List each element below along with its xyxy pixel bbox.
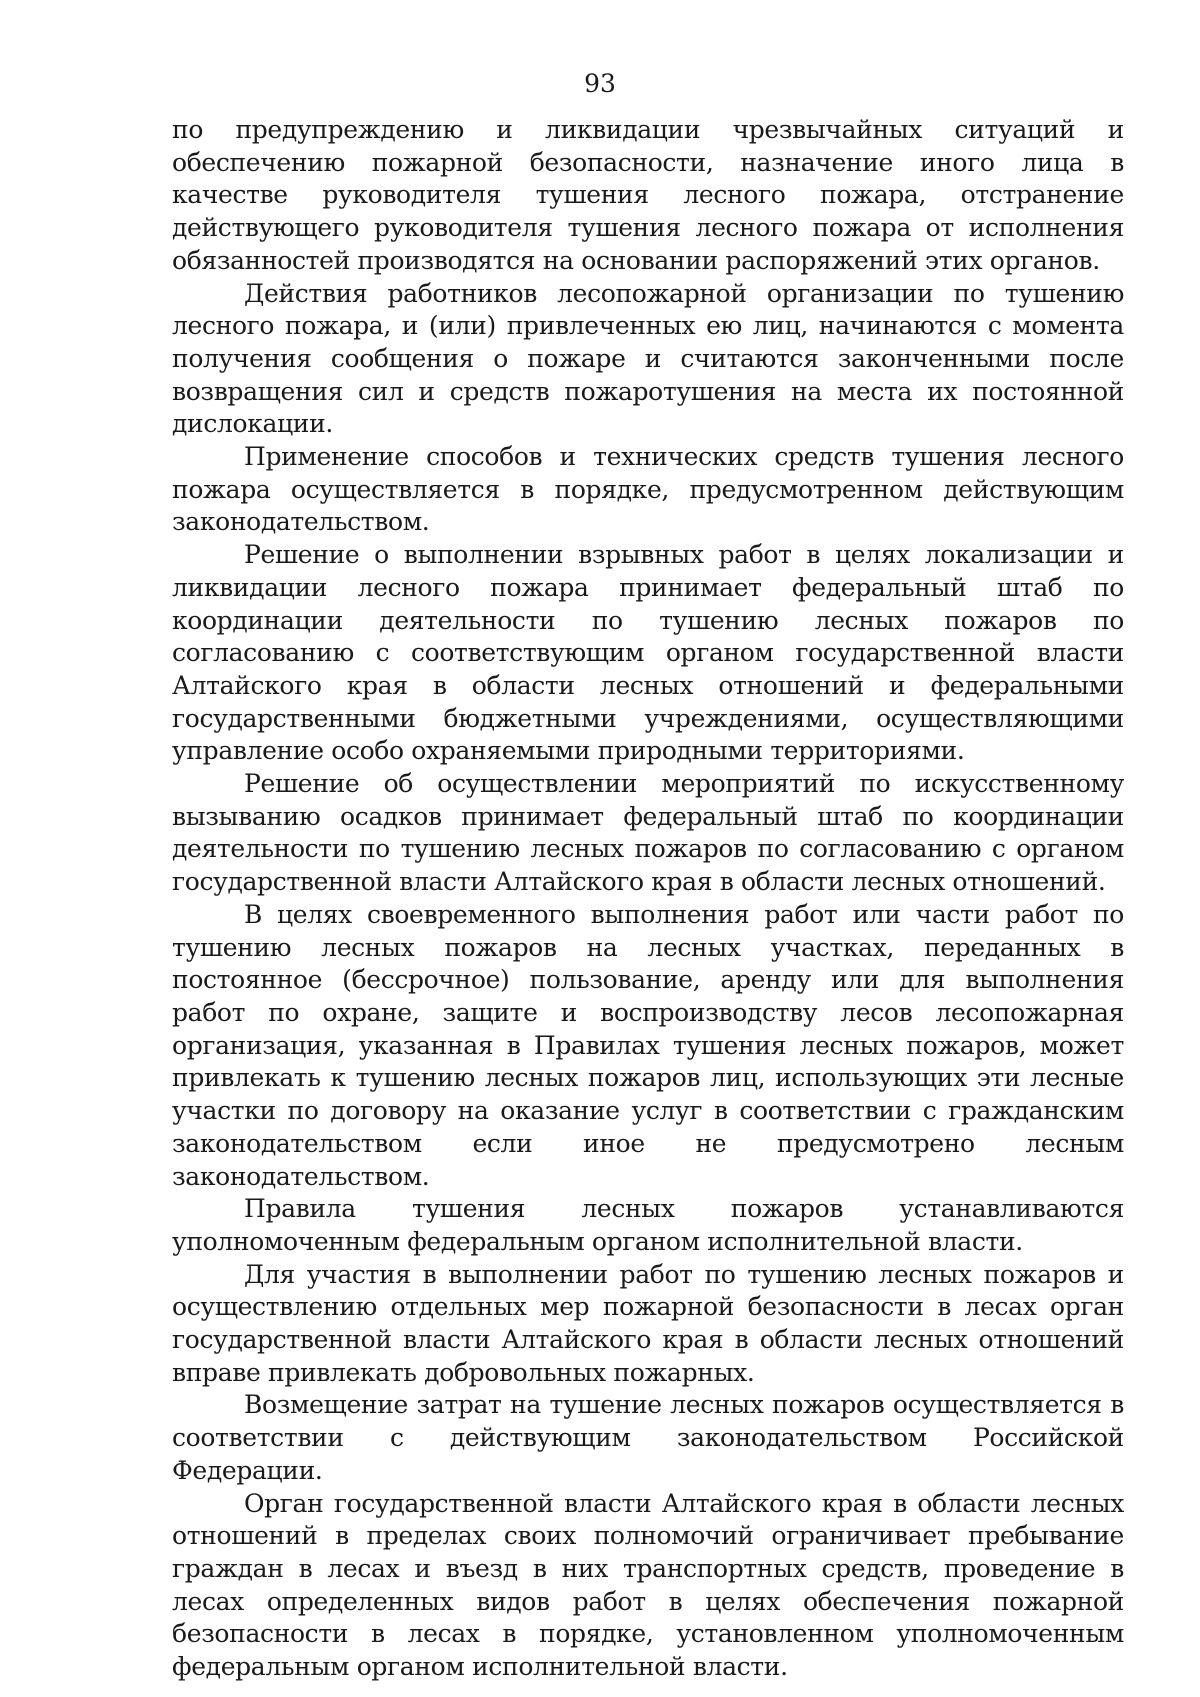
paragraph: Орган государственной власти Алтайского края в области лесных отношений в пределах своих полномочий ограничивает пребывание граждан в лесах и въезд в них транспортных средств, проведение в лесах определенных видов работ в целях обеспечения пожарной безопасности в лесах в порядке, установленном уполномоченным федеральным органом исполнительной власти.	[172, 1488, 1124, 1682]
paragraph: Возмещение затрат на тушение лесных пожаров осуществляется в соответствии с действующим законодательством Российской Федерации.	[172, 1390, 1124, 1485]
paragraph: Применение способов и технических средств тушения лесного пожара осуществляется в порядке, предусмотренном действующим законодательством.	[172, 442, 1124, 537]
document-body	[172, 114, 1124, 1684]
page-number: 93	[584, 69, 616, 98]
paragraph: Решение о выполнении взрывных работ в целях локализации и ликвидации лесного пожара принимает федеральный штаб по координации деятельности по тушению лесных пожаров по согласованию с соответствующим органом государственной власти Алтайского края в области лесных отношений и федеральными государственными бюджетными учреждениями, осуществляющими управление особо охраняемыми природными территориями.	[172, 540, 1124, 766]
paragraph: Для участия в выполнении работ по тушению лесных пожаров и осуществлению отдельных мер пожарной безопасности в лесах орган государственной власти Алтайского края в области лесных отношений вправе привлекать добровольных пожарных.	[172, 1259, 1124, 1387]
paragraph-continuation: по предупреждению и ликвидации чрезвычайных ситуаций и обеспечению пожарной безопасности, назначение иного лица в качестве руководителя тушения лесного пожара, отстранение действующего руководителя тушения лесного пожара от исполнения обязанностей производятся на основании распоряжений этих органов.	[172, 115, 1124, 275]
paragraph: Действия работников лесопожарной организации по тушению лесного пожара, и (или) привлеченных ею лиц, начинаются с момента получения сообщения о пожаре и считаются законченными после возвращения сил и средств пожаротушения на места их постоянной дислокации.	[172, 278, 1124, 439]
paragraph: Правила тушения лесных пожаров устанавливаются уполномоченным федеральным органом исполнительной власти.	[172, 1194, 1124, 1256]
paragraph: В целях своевременного выполнения работ или части работ по тушению лесных пожаров на лесных участках, переданных в постоянное (бессрочное) пользование, аренду или для выполнения работ по охране, защите и воспроизводству лесов лесопожарная организация, указанная в Правилах тушения лесных пожаров, может привлекать к тушению лесных пожаров лиц, использующих эти лесные участки по договору на оказание услуг в соответствии с гражданским законодательством если иное не предусмотрено лесным законодательством.	[172, 899, 1124, 1191]
paragraph: Решение об осуществлении мероприятий по искусственному вызыванию осадков принимает федеральный штаб по координации деятельности по тушению лесных пожаров по согласованию с органом государственной власти Алтайского края в области лесных отношений.	[172, 769, 1124, 897]
